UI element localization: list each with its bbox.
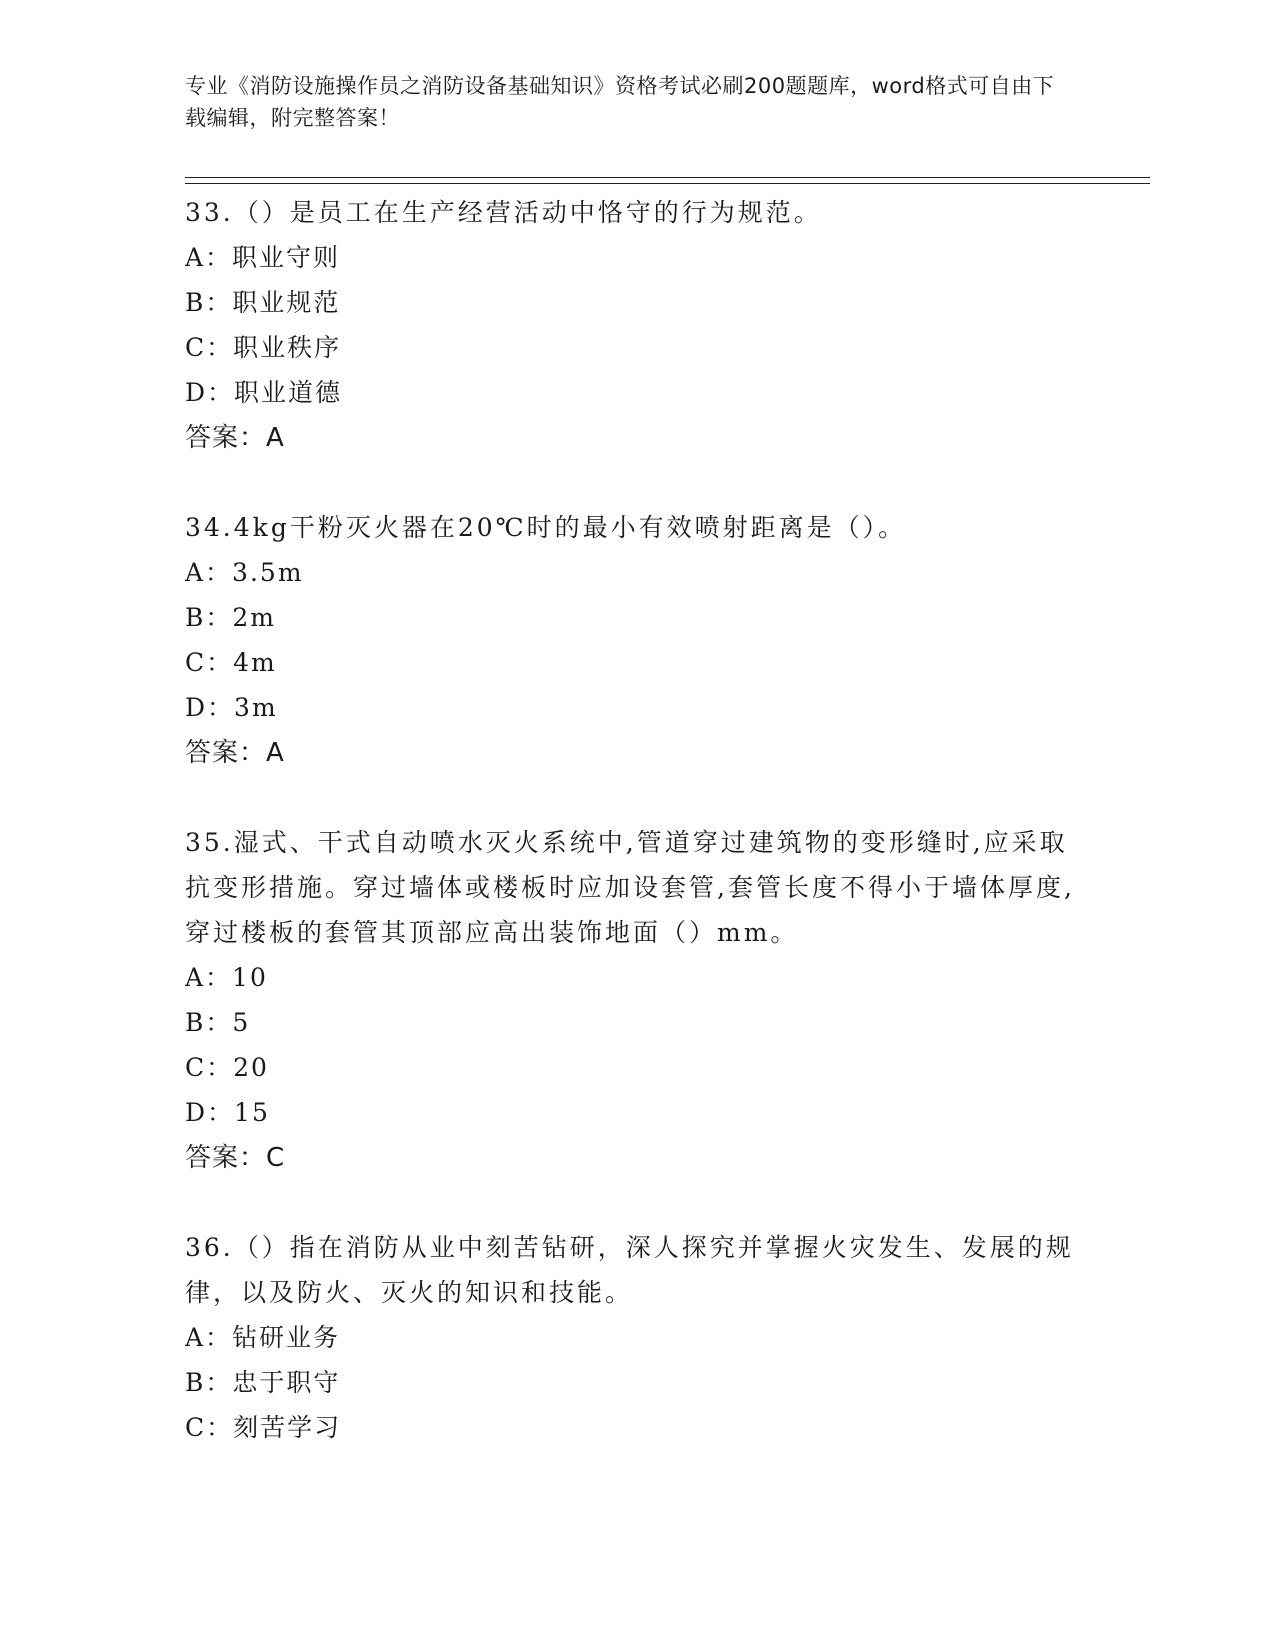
answer: 答案：A xyxy=(185,423,285,453)
option-b: B：5 xyxy=(185,1008,251,1037)
question-text: 36.（）指在消防从业中刻苦钻研，深人探究并掌握火灾发生、发展的规律，以及防火、灭火的知识和技能。 xyxy=(185,1233,1074,1307)
question-text: 33.（）是员工在生产经营活动中恪守的行为规范。 xyxy=(185,198,822,227)
option-a: A：钻研业务 xyxy=(185,1323,341,1352)
option-d: D：15 xyxy=(185,1098,270,1127)
option-b: B：2m xyxy=(185,603,276,632)
option-c: C：刻苦学习 xyxy=(185,1413,342,1442)
question-text: 35.湿式、干式自动喷水灭火系统中,管道穿过建筑物的变形缝时,应采取抗变形措施。穿过墙体或楼板时应加设套管,套管长度不得小于墙体厚度,穿过楼板的套管其顶部应高出装饰地面（）mm。 xyxy=(185,828,1075,947)
question-36 xyxy=(185,1225,1085,1450)
question-33 xyxy=(185,190,1085,461)
answer: 答案：A xyxy=(185,738,285,768)
option-d: D：3m xyxy=(185,693,278,722)
header-rule-top xyxy=(185,177,1150,178)
question-text: 34.4kg干粉灭火器在20℃时的最小有效喷射距离是（）。 xyxy=(185,513,907,542)
question-35 xyxy=(185,820,1085,1181)
option-a: A：10 xyxy=(185,963,268,992)
question-34 xyxy=(185,505,1085,776)
option-d: D：职业道德 xyxy=(185,378,343,407)
option-b: B：职业规范 xyxy=(185,288,341,317)
option-c: C：20 xyxy=(185,1053,269,1082)
option-a: A：3.5m xyxy=(185,558,304,587)
header-title: 专业《消防设施操作员之消防设备基础知识》资格考试必刷200题题库，word格式可自由下载编辑，附完整答案！ xyxy=(185,74,1055,130)
answer: 答案：C xyxy=(185,1143,286,1173)
header-rule-bottom xyxy=(185,183,1150,184)
option-c: C：4m xyxy=(185,648,277,677)
option-c: C：职业秩序 xyxy=(185,333,342,362)
question-list xyxy=(185,190,1085,1494)
document-header xyxy=(185,70,1065,134)
option-b: B：忠于职守 xyxy=(185,1368,341,1397)
option-a: A：职业守则 xyxy=(185,243,341,272)
